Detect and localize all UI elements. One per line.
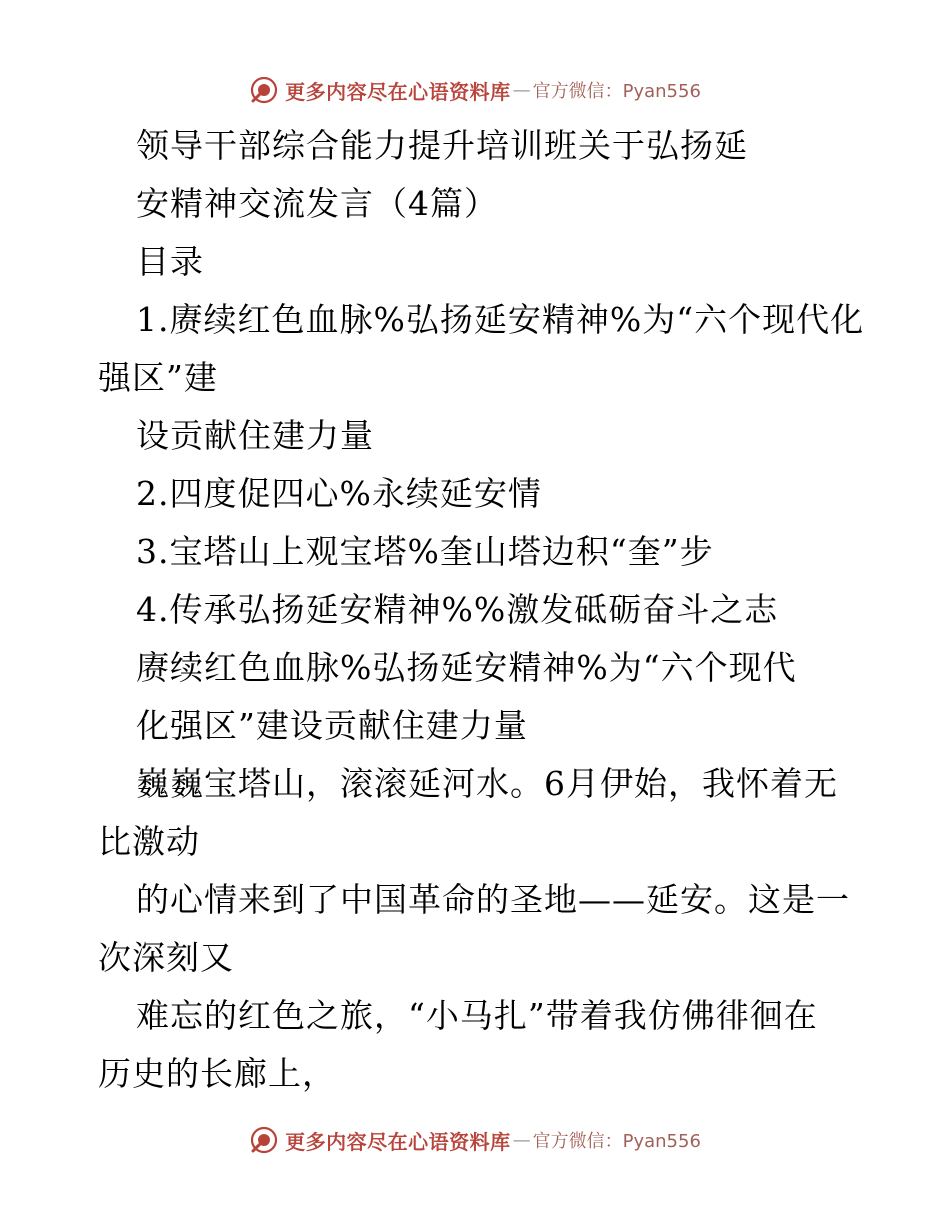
section-title-line-1: 赓续红色血脉%弘扬延安精神%为“六个现代 — [136, 648, 797, 687]
watermark-contact: 官方微信：Pyan556 — [532, 1131, 701, 1152]
toc-item-2: 2.四度促四心%永续延安情 — [136, 474, 542, 513]
doc-title-line-2: 安精神交流发言（4篇） — [136, 184, 498, 223]
watermark-dash: — — [512, 1129, 531, 1151]
paragraph-line: 难忘的红色之旅，“小马扎”带着我仿佛徘徊在 — [136, 996, 818, 1035]
paragraph-line: 比激动 — [98, 822, 200, 861]
watermark-brand: 更多内容尽在心语资料库 — [285, 79, 511, 104]
watermark-contact: 官方微信：Pyan556 — [532, 81, 701, 102]
section-title-line-2: 化强区”建设贡献住建力量 — [136, 706, 528, 745]
paragraph-line: 次深刻又 — [98, 938, 234, 977]
toc-item-1: 1.赓续红色血脉%弘扬延安精神%为“六个现代化 — [136, 300, 865, 339]
toc-item-1-wrap: 强区”建 — [98, 358, 218, 397]
watermark-dash: — — [512, 79, 531, 101]
toc-item-4: 4.传承弘扬延安精神%%激发砥砺奋斗之志 — [136, 590, 779, 629]
watermark-brand: 更多内容尽在心语资料库 — [285, 1129, 511, 1154]
pen-logo-icon — [249, 75, 279, 105]
pen-logo-icon — [249, 1125, 279, 1155]
paragraph-line: 历史的长廊上， — [98, 1054, 336, 1093]
header-watermark — [0, 70, 950, 110]
document-body — [98, 117, 865, 1103]
toc-item-1-cont: 设贡献住建力量 — [136, 416, 374, 455]
doc-title-line-1: 领导干部综合能力提升培训班关于弘扬延 — [136, 126, 748, 165]
paragraph-line: 的心情来到了中国革命的圣地——延安。这是一 — [136, 880, 850, 919]
toc-heading: 目录 — [136, 242, 204, 281]
footer-watermark — [0, 1120, 950, 1160]
paragraph-line: 巍巍宝塔山，滚滚延河水。6月伊始，我怀着无 — [136, 764, 838, 803]
toc-item-3: 3.宝塔山上观宝塔%奎山塔边积“奎”步 — [136, 532, 714, 571]
